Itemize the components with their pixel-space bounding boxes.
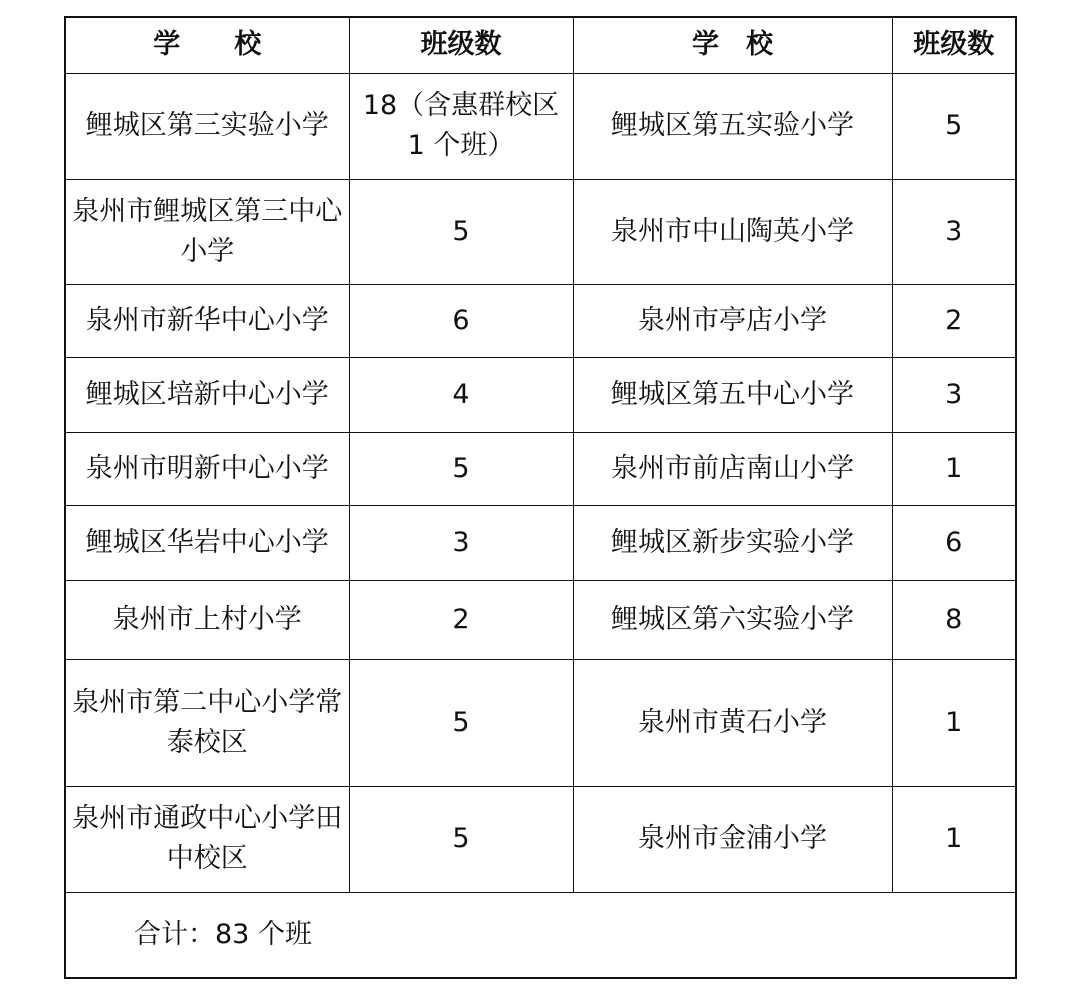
- school-name: 鲤城区第五实验小学: [573, 73, 892, 179]
- school-name: 泉州市黄石小学: [573, 659, 892, 786]
- table-row: [65, 580, 1016, 659]
- total-text: 合计：83 个班: [65, 892, 1016, 978]
- school-name: 鲤城区华岩中心小学: [65, 505, 349, 580]
- class-count: 6: [349, 284, 573, 357]
- total-row: [65, 892, 1016, 978]
- class-count: 6: [892, 505, 1016, 580]
- class-count: 5: [349, 432, 573, 505]
- class-count: 3: [349, 505, 573, 580]
- table-row: [65, 432, 1016, 505]
- school-name: 鲤城区培新中心小学: [65, 357, 349, 432]
- school-name: 鲤城区新步实验小学: [573, 505, 892, 580]
- school-name: 泉州市第二中心小学常泰校区: [65, 659, 349, 786]
- school-name: 鲤城区第三实验小学: [65, 73, 349, 179]
- class-count: 1: [892, 659, 1016, 786]
- class-count: 4: [349, 357, 573, 432]
- school-name: 泉州市上村小学: [65, 580, 349, 659]
- header-row: [65, 17, 1016, 73]
- class-count: 1: [892, 786, 1016, 892]
- table-row: [65, 659, 1016, 786]
- school-name: 泉州市金浦小学: [573, 786, 892, 892]
- class-count-table: [64, 16, 1017, 979]
- table-row: [65, 505, 1016, 580]
- class-count: 3: [892, 179, 1016, 284]
- table-row: [65, 284, 1016, 357]
- class-count: 8: [892, 580, 1016, 659]
- school-name: 鲤城区第五中心小学: [573, 357, 892, 432]
- class-count: 18（含惠群校区 1 个班）: [349, 73, 573, 179]
- header-school-2: 学 校: [573, 17, 892, 73]
- header-class-count-2: 班级数: [892, 17, 1016, 73]
- table-row: [65, 786, 1016, 892]
- school-name: 泉州市亭店小学: [573, 284, 892, 357]
- table-row: [65, 357, 1016, 432]
- school-name: 泉州市通政中心小学田中校区: [65, 786, 349, 892]
- class-count: 5: [349, 179, 573, 284]
- class-count: 5: [892, 73, 1016, 179]
- school-name: 泉州市新华中心小学: [65, 284, 349, 357]
- header-class-count-1: 班级数: [349, 17, 573, 73]
- school-name: 泉州市鲤城区第三中心小学: [65, 179, 349, 284]
- class-count: 3: [892, 357, 1016, 432]
- class-count: 2: [349, 580, 573, 659]
- class-count: 5: [349, 659, 573, 786]
- class-count: 2: [892, 284, 1016, 357]
- table-row: [65, 73, 1016, 179]
- school-name: 泉州市明新中心小学: [65, 432, 349, 505]
- school-name: 泉州市前店南山小学: [573, 432, 892, 505]
- class-count: 1: [892, 432, 1016, 505]
- header-school-1: 学 校: [65, 17, 349, 73]
- table-row: [65, 179, 1016, 284]
- class-count: 5: [349, 786, 573, 892]
- school-name: 鲤城区第六实验小学: [573, 580, 892, 659]
- school-name: 泉州市中山陶英小学: [573, 179, 892, 284]
